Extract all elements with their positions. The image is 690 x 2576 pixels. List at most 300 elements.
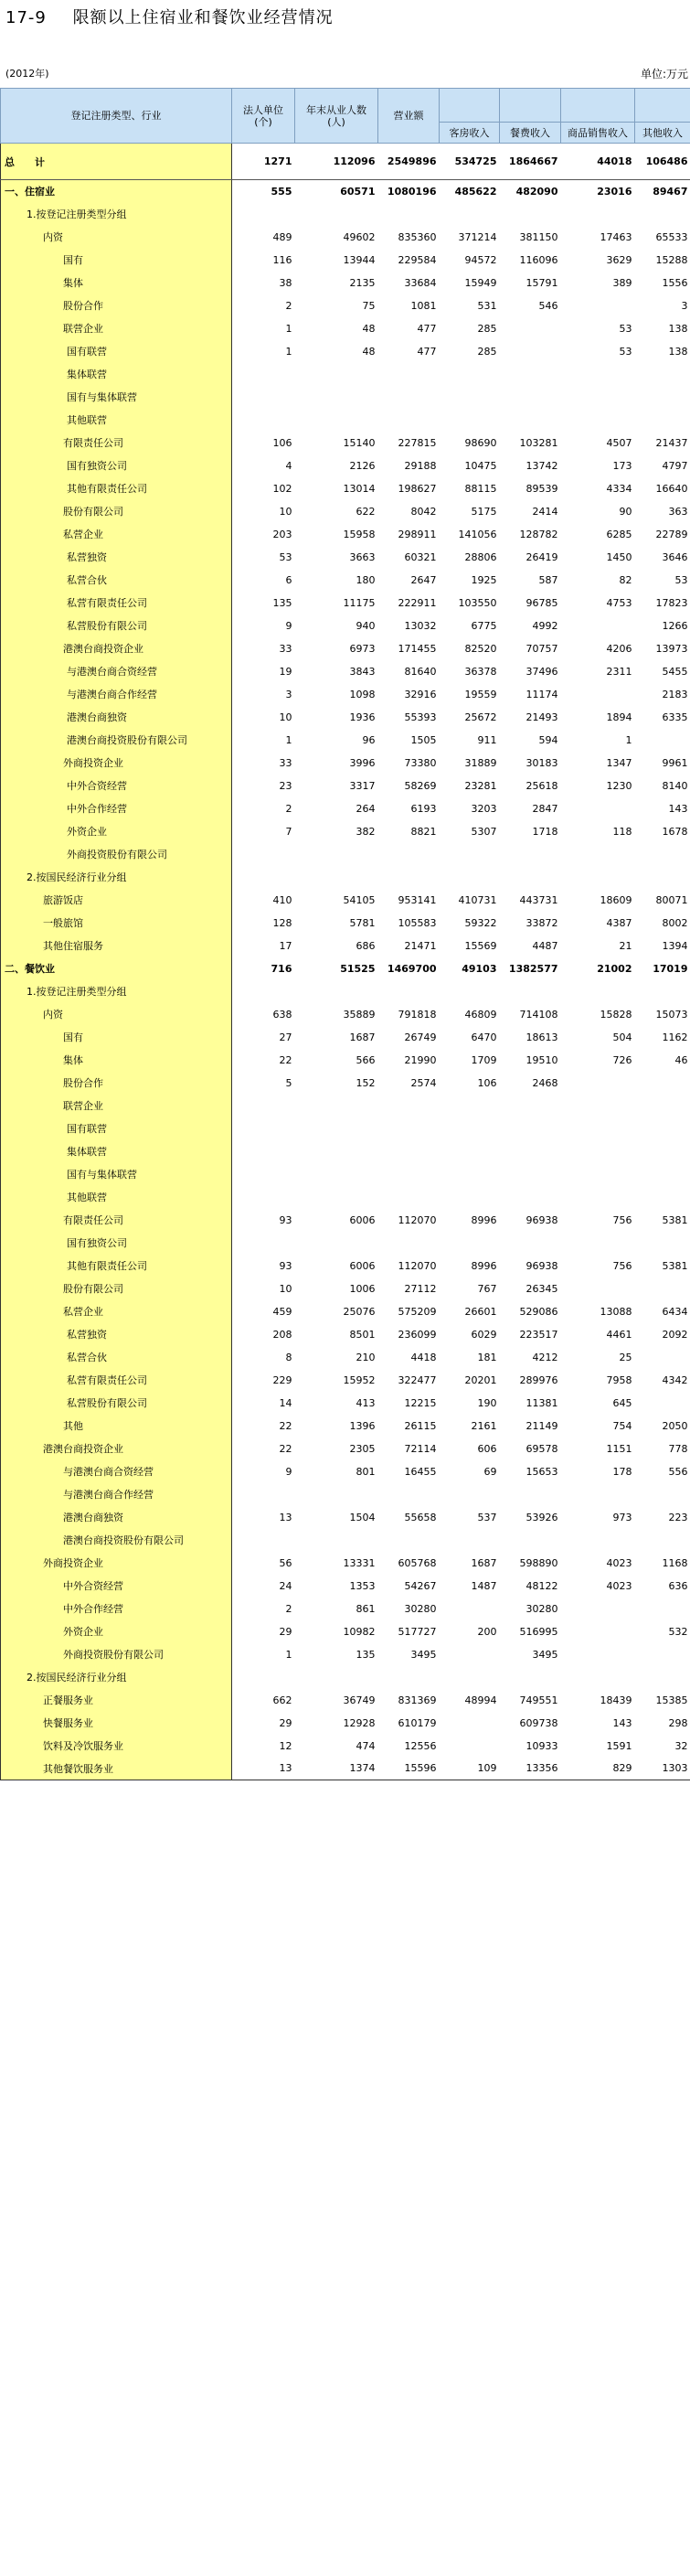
value-cell: 48 bbox=[362, 322, 376, 335]
value-cell: 566 bbox=[356, 1053, 376, 1066]
value-cell: 54267 bbox=[404, 1579, 437, 1592]
value-cell: 22 bbox=[279, 1053, 292, 1066]
value-cell: 24 bbox=[279, 1579, 292, 1592]
value-cell: 371214 bbox=[458, 230, 497, 243]
row-label: 其他餐饮服务业 bbox=[1, 1758, 232, 1780]
value-cell: 622 bbox=[356, 505, 376, 518]
value-cell: 801 bbox=[356, 1465, 376, 1478]
value-cell: 4992 bbox=[532, 619, 558, 632]
value-cell bbox=[440, 1163, 500, 1186]
value-cell: 82520 bbox=[464, 642, 497, 655]
value-cell bbox=[635, 1598, 690, 1620]
header-employees-text: 年末从业人数 (人) bbox=[306, 103, 366, 128]
table-row bbox=[1, 637, 690, 660]
value-cell: 15791 bbox=[525, 276, 558, 289]
row-label: 国有 bbox=[1, 249, 232, 272]
value-cell: 103281 bbox=[519, 436, 558, 449]
value-cell bbox=[500, 1140, 561, 1163]
row-label: 其他有限责任公司 bbox=[1, 1255, 232, 1277]
row-label: 一般旅馆 bbox=[1, 912, 232, 935]
value-cell: 1709 bbox=[471, 1053, 497, 1066]
value-cell: 17823 bbox=[655, 596, 688, 609]
value-cell: 49103 bbox=[462, 962, 497, 975]
value-cell bbox=[561, 203, 635, 226]
value-cell bbox=[500, 866, 561, 889]
value-cell: 171455 bbox=[398, 642, 437, 655]
value-cell: 726 bbox=[612, 1053, 632, 1066]
table-row bbox=[1, 797, 690, 820]
row-label: 与港澳台商合作经营 bbox=[1, 1483, 232, 1506]
value-cell: 4023 bbox=[606, 1579, 632, 1592]
row-label: 国有与集体联营 bbox=[1, 1163, 232, 1186]
value-cell: 638 bbox=[272, 1008, 292, 1021]
value-cell bbox=[635, 1163, 690, 1186]
value-cell: 756 bbox=[612, 1259, 632, 1272]
value-cell: 15952 bbox=[343, 1374, 376, 1386]
value-cell: 103550 bbox=[458, 596, 497, 609]
row-label: 其他住宿服务 bbox=[1, 935, 232, 957]
table-row bbox=[1, 957, 690, 980]
value-cell bbox=[295, 1095, 378, 1117]
value-cell: 835360 bbox=[398, 230, 437, 243]
value-cell bbox=[561, 1186, 635, 1209]
value-cell: 861 bbox=[356, 1602, 376, 1615]
value-cell: 517727 bbox=[398, 1625, 437, 1638]
value-cell: 1487 bbox=[471, 1579, 497, 1592]
row-label: 私营企业 bbox=[1, 523, 232, 546]
value-cell: 69 bbox=[483, 1465, 497, 1478]
value-cell: 11174 bbox=[525, 688, 558, 700]
value-cell: 4461 bbox=[606, 1328, 632, 1341]
table-row bbox=[1, 615, 690, 637]
value-cell: 8996 bbox=[471, 1213, 497, 1226]
value-cell bbox=[440, 1643, 500, 1666]
value-cell: 27112 bbox=[404, 1282, 437, 1295]
value-cell: 69578 bbox=[525, 1442, 558, 1455]
value-cell: 21002 bbox=[597, 962, 632, 975]
row-label: 港澳台商投资企业 bbox=[1, 637, 232, 660]
table-row bbox=[1, 1072, 690, 1095]
value-cell: 82 bbox=[619, 573, 632, 586]
value-cell: 93 bbox=[279, 1259, 292, 1272]
row-label: 2.按国民经济行业分组 bbox=[1, 1666, 232, 1689]
value-cell: 98690 bbox=[464, 436, 497, 449]
value-cell: 128782 bbox=[519, 528, 558, 540]
value-cell: 15385 bbox=[655, 1694, 688, 1706]
row-label: 有限责任公司 bbox=[1, 1209, 232, 1232]
value-cell: 264 bbox=[356, 802, 376, 815]
row-label: 国有 bbox=[1, 1026, 232, 1049]
value-cell: 13 bbox=[232, 1758, 295, 1780]
table-row bbox=[1, 500, 690, 523]
value-cell: 3317 bbox=[349, 779, 376, 792]
value-cell: 15288 bbox=[655, 253, 688, 266]
value-cell: 477 bbox=[417, 322, 437, 335]
value-cell bbox=[561, 1232, 635, 1255]
value-cell: 3 bbox=[681, 299, 688, 312]
value-cell bbox=[561, 1483, 635, 1506]
value-cell: 59322 bbox=[464, 916, 497, 929]
row-label: 港澳台商独资 bbox=[1, 706, 232, 729]
value-cell: 60571 bbox=[340, 185, 376, 198]
value-cell: 27 bbox=[279, 1031, 292, 1043]
value-cell: 17463 bbox=[600, 230, 632, 243]
value-cell: 25618 bbox=[525, 779, 558, 792]
value-cell: 1303 bbox=[635, 1758, 690, 1780]
value-cell: 23016 bbox=[597, 185, 632, 198]
value-cell: 443731 bbox=[519, 893, 558, 906]
value-cell: 575209 bbox=[398, 1305, 437, 1318]
value-cell bbox=[500, 317, 561, 340]
value-cell bbox=[635, 1483, 690, 1506]
table-row bbox=[1, 569, 690, 592]
value-cell: 8 bbox=[285, 1351, 292, 1363]
row-label: 港澳台商投资股份有限公司 bbox=[1, 1529, 232, 1552]
value-cell: 1450 bbox=[606, 550, 632, 563]
value-cell: 200 bbox=[477, 1625, 497, 1638]
value-cell: 210 bbox=[356, 1351, 376, 1363]
value-cell: 23 bbox=[279, 779, 292, 792]
value-cell: 5781 bbox=[349, 916, 376, 929]
value-cell bbox=[635, 1140, 690, 1163]
value-cell bbox=[500, 843, 561, 866]
value-cell: 88115 bbox=[464, 482, 497, 495]
value-cell: 5 bbox=[285, 1076, 292, 1089]
value-cell: 2 bbox=[285, 1602, 292, 1615]
value-cell: 410 bbox=[272, 893, 292, 906]
value-cell bbox=[561, 1643, 635, 1666]
value-cell: 410731 bbox=[458, 893, 497, 906]
row-label: 私营独资 bbox=[1, 1323, 232, 1346]
value-cell bbox=[561, 1140, 635, 1163]
value-cell bbox=[295, 843, 378, 866]
value-cell bbox=[500, 1095, 561, 1117]
value-cell bbox=[635, 1232, 690, 1255]
value-cell: 285 bbox=[477, 345, 497, 358]
value-cell: 96 bbox=[362, 733, 376, 746]
table-row bbox=[1, 1758, 690, 1780]
row-label: 与港澳台商合作经营 bbox=[1, 683, 232, 706]
value-cell: 222911 bbox=[398, 596, 437, 609]
value-cell: 33684 bbox=[404, 276, 437, 289]
value-cell: 51525 bbox=[340, 962, 376, 975]
value-cell: 482090 bbox=[515, 185, 558, 198]
row-label: 私营有限责任公司 bbox=[1, 592, 232, 615]
value-cell: 3629 bbox=[606, 253, 632, 266]
value-cell bbox=[635, 1072, 690, 1095]
value-cell bbox=[440, 363, 500, 386]
year-note: (2012年) bbox=[5, 68, 49, 80]
value-cell bbox=[635, 729, 690, 752]
value-cell: 662 bbox=[272, 1694, 292, 1706]
unit-note bbox=[635, 66, 688, 81]
value-cell bbox=[232, 1117, 295, 1140]
value-cell: 8140 bbox=[662, 779, 688, 792]
table-row bbox=[1, 1369, 690, 1392]
value-cell bbox=[295, 1232, 378, 1255]
value-cell: 22789 bbox=[655, 528, 688, 540]
value-cell: 1168 bbox=[662, 1556, 688, 1569]
value-cell: 106486 bbox=[635, 144, 690, 180]
value-cell bbox=[378, 1163, 440, 1186]
value-cell: 10933 bbox=[525, 1739, 558, 1752]
table-row bbox=[1, 432, 690, 454]
header-units-text: 法人单位 (个) bbox=[243, 103, 283, 128]
value-cell: 322477 bbox=[398, 1374, 437, 1386]
row-label: 集体联营 bbox=[1, 363, 232, 386]
header-spacer-6 bbox=[561, 89, 635, 123]
value-cell bbox=[378, 866, 440, 889]
value-cell: 6006 bbox=[349, 1259, 376, 1272]
value-cell: 89467 bbox=[653, 185, 688, 198]
unit-label: 单位: bbox=[640, 68, 666, 80]
value-cell: 2549896 bbox=[378, 144, 440, 180]
value-cell: 1469700 bbox=[387, 962, 437, 975]
table-row bbox=[1, 1712, 690, 1735]
value-cell: 56 bbox=[279, 1556, 292, 1569]
value-cell: 587 bbox=[538, 573, 558, 586]
row-label: 与港澳台商合资经营 bbox=[1, 660, 232, 683]
table-row bbox=[1, 1552, 690, 1575]
value-cell bbox=[232, 409, 295, 432]
table-row bbox=[1, 1323, 690, 1346]
row-label: 二、餐饮业 bbox=[1, 957, 232, 980]
value-cell: 2 bbox=[285, 299, 292, 312]
value-cell: 2468 bbox=[532, 1076, 558, 1089]
value-cell: 1353 bbox=[349, 1579, 376, 1592]
value-cell: 4342 bbox=[662, 1374, 688, 1386]
table-row bbox=[1, 523, 690, 546]
table-row bbox=[1, 1209, 690, 1232]
value-cell bbox=[378, 843, 440, 866]
value-cell bbox=[561, 1598, 635, 1620]
value-cell: 3646 bbox=[662, 550, 688, 563]
value-cell: 1591 bbox=[606, 1739, 632, 1752]
value-cell: 4753 bbox=[606, 596, 632, 609]
table-row bbox=[1, 1026, 690, 1049]
value-cell: 413 bbox=[356, 1396, 376, 1409]
row-label: 港澳台商投资企业 bbox=[1, 1438, 232, 1460]
value-cell: 532 bbox=[668, 1625, 688, 1638]
value-cell: 21 bbox=[619, 939, 632, 952]
row-label: 股份有限公司 bbox=[1, 500, 232, 523]
table-row bbox=[1, 752, 690, 775]
table-row bbox=[1, 1506, 690, 1529]
value-cell: 106 bbox=[272, 436, 292, 449]
value-cell: 6335 bbox=[662, 711, 688, 723]
value-cell: 5175 bbox=[471, 505, 497, 518]
value-cell bbox=[500, 340, 561, 363]
value-cell: 4797 bbox=[662, 459, 688, 472]
value-cell bbox=[378, 1483, 440, 1506]
table-row bbox=[1, 203, 690, 226]
value-cell: 208 bbox=[272, 1328, 292, 1341]
value-cell: 382 bbox=[356, 825, 376, 838]
value-cell: 778 bbox=[668, 1442, 688, 1455]
header-spacer-5 bbox=[500, 89, 561, 123]
value-cell: 15958 bbox=[343, 528, 376, 540]
statistics-table bbox=[0, 88, 690, 1780]
value-cell bbox=[561, 866, 635, 889]
value-cell bbox=[500, 1483, 561, 1506]
value-cell bbox=[295, 203, 378, 226]
value-cell: 973 bbox=[612, 1511, 632, 1523]
value-cell: 203 bbox=[272, 528, 292, 540]
value-cell: 1098 bbox=[349, 688, 376, 700]
value-cell: 1556 bbox=[662, 276, 688, 289]
table-row bbox=[1, 820, 690, 843]
value-cell: 606 bbox=[477, 1442, 497, 1455]
table-number: 17-9 bbox=[5, 8, 47, 27]
value-cell: 53 bbox=[674, 573, 688, 586]
value-cell: 16640 bbox=[655, 482, 688, 495]
table-row bbox=[1, 294, 690, 317]
value-cell: 3843 bbox=[349, 665, 376, 678]
value-cell: 5381 bbox=[662, 1213, 688, 1226]
value-cell: 19510 bbox=[525, 1053, 558, 1066]
value-cell: 12556 bbox=[404, 1739, 437, 1752]
value-cell: 6029 bbox=[471, 1328, 497, 1341]
value-cell: 15140 bbox=[343, 436, 376, 449]
value-cell: 15828 bbox=[600, 1008, 632, 1021]
value-cell bbox=[500, 1163, 561, 1186]
value-cell: 36749 bbox=[343, 1694, 376, 1706]
value-cell bbox=[440, 1483, 500, 1506]
table-row bbox=[1, 843, 690, 866]
header-goods: 商品销售收入 bbox=[561, 123, 635, 144]
value-cell: 48994 bbox=[464, 1694, 497, 1706]
value-cell: 143 bbox=[612, 1716, 632, 1729]
value-cell: 21471 bbox=[404, 939, 437, 952]
value-cell: 556 bbox=[668, 1465, 688, 1478]
row-label: 总 计 bbox=[1, 144, 232, 180]
value-cell: 6193 bbox=[410, 802, 437, 815]
value-cell bbox=[295, 1117, 378, 1140]
value-cell: 756 bbox=[612, 1213, 632, 1226]
value-cell: 4418 bbox=[410, 1351, 437, 1363]
value-cell: 15073 bbox=[655, 1008, 688, 1021]
value-cell bbox=[378, 1232, 440, 1255]
value-cell: 7958 bbox=[606, 1374, 632, 1386]
value-cell: 29 bbox=[279, 1716, 292, 1729]
value-cell bbox=[500, 386, 561, 409]
value-cell: 112096 bbox=[295, 144, 378, 180]
value-cell: 1894 bbox=[606, 711, 632, 723]
value-cell: 102 bbox=[272, 482, 292, 495]
value-cell bbox=[440, 980, 500, 1003]
value-cell: 30183 bbox=[525, 756, 558, 769]
value-cell: 65533 bbox=[655, 230, 688, 243]
value-cell bbox=[295, 1529, 378, 1552]
value-cell: 10 bbox=[279, 711, 292, 723]
row-label: 股份合作 bbox=[1, 1072, 232, 1095]
table-row bbox=[1, 477, 690, 500]
value-cell: 135 bbox=[272, 596, 292, 609]
value-cell bbox=[635, 1277, 690, 1300]
value-cell bbox=[232, 1186, 295, 1209]
value-cell: 285 bbox=[477, 322, 497, 335]
value-cell bbox=[635, 1643, 690, 1666]
table-row bbox=[1, 706, 690, 729]
value-cell: 22 bbox=[279, 1419, 292, 1432]
value-cell: 289976 bbox=[519, 1374, 558, 1386]
value-cell bbox=[232, 1666, 295, 1689]
value-cell: 2126 bbox=[349, 459, 376, 472]
value-cell: 81640 bbox=[404, 665, 437, 678]
value-cell: 1080196 bbox=[387, 185, 437, 198]
value-cell: 1 bbox=[285, 322, 292, 335]
table-row bbox=[1, 866, 690, 889]
value-cell: 223 bbox=[668, 1511, 688, 1523]
value-cell: 21493 bbox=[525, 711, 558, 723]
table-row bbox=[1, 1643, 690, 1666]
value-cell: 4023 bbox=[606, 1556, 632, 1569]
value-cell: 96938 bbox=[525, 1259, 558, 1272]
value-cell: 15653 bbox=[525, 1465, 558, 1478]
row-label: 1.按登记注册类型分组 bbox=[1, 203, 232, 226]
table-row bbox=[1, 1689, 690, 1712]
value-cell: 4206 bbox=[606, 642, 632, 655]
value-cell: 58269 bbox=[404, 779, 437, 792]
value-cell: 26115 bbox=[404, 1419, 437, 1432]
value-cell: 2847 bbox=[532, 802, 558, 815]
value-cell: 4334 bbox=[606, 482, 632, 495]
value-cell: 598890 bbox=[519, 1556, 558, 1569]
value-cell bbox=[500, 363, 561, 386]
value-cell: 8501 bbox=[349, 1328, 376, 1341]
table-header bbox=[1, 89, 690, 144]
row-label: 国有独资公司 bbox=[1, 1232, 232, 1255]
value-cell: 1505 bbox=[410, 733, 437, 746]
value-cell: 749551 bbox=[519, 1694, 558, 1706]
value-cell: 636 bbox=[668, 1579, 688, 1592]
value-cell: 128 bbox=[272, 916, 292, 929]
row-label: 外商投资股份有限公司 bbox=[1, 843, 232, 866]
value-cell: 940 bbox=[356, 619, 376, 632]
value-cell: 791818 bbox=[398, 1008, 437, 1021]
value-cell bbox=[440, 1666, 500, 1689]
value-cell bbox=[295, 866, 378, 889]
table-row bbox=[1, 729, 690, 752]
row-label: 外资企业 bbox=[1, 1620, 232, 1643]
header-revenue: 营业额 bbox=[378, 89, 440, 144]
row-label: 私营合伙 bbox=[1, 1346, 232, 1369]
value-cell: 53 bbox=[279, 550, 292, 563]
row-label: 外商投资股份有限公司 bbox=[1, 1643, 232, 1666]
header-catering: 餐费收入 bbox=[500, 123, 561, 144]
value-cell: 8996 bbox=[471, 1259, 497, 1272]
value-cell: 609738 bbox=[519, 1716, 558, 1729]
row-label: 中外合作经营 bbox=[1, 1598, 232, 1620]
value-cell bbox=[635, 386, 690, 409]
value-cell: 2647 bbox=[410, 573, 437, 586]
value-cell: 20201 bbox=[464, 1374, 497, 1386]
value-cell: 11381 bbox=[525, 1396, 558, 1409]
value-cell: 152 bbox=[356, 1076, 376, 1089]
value-cell: 135 bbox=[356, 1648, 376, 1661]
header-spacer-4 bbox=[440, 89, 500, 123]
value-cell bbox=[295, 1140, 378, 1163]
value-cell bbox=[500, 409, 561, 432]
row-label: 其他有限责任公司 bbox=[1, 477, 232, 500]
value-cell bbox=[378, 1186, 440, 1209]
value-cell bbox=[440, 1140, 500, 1163]
row-label: 外资企业 bbox=[1, 820, 232, 843]
row-label: 2.按国民经济行业分组 bbox=[1, 866, 232, 889]
value-cell bbox=[500, 1186, 561, 1209]
value-cell: 474 bbox=[356, 1739, 376, 1752]
table-row bbox=[1, 592, 690, 615]
